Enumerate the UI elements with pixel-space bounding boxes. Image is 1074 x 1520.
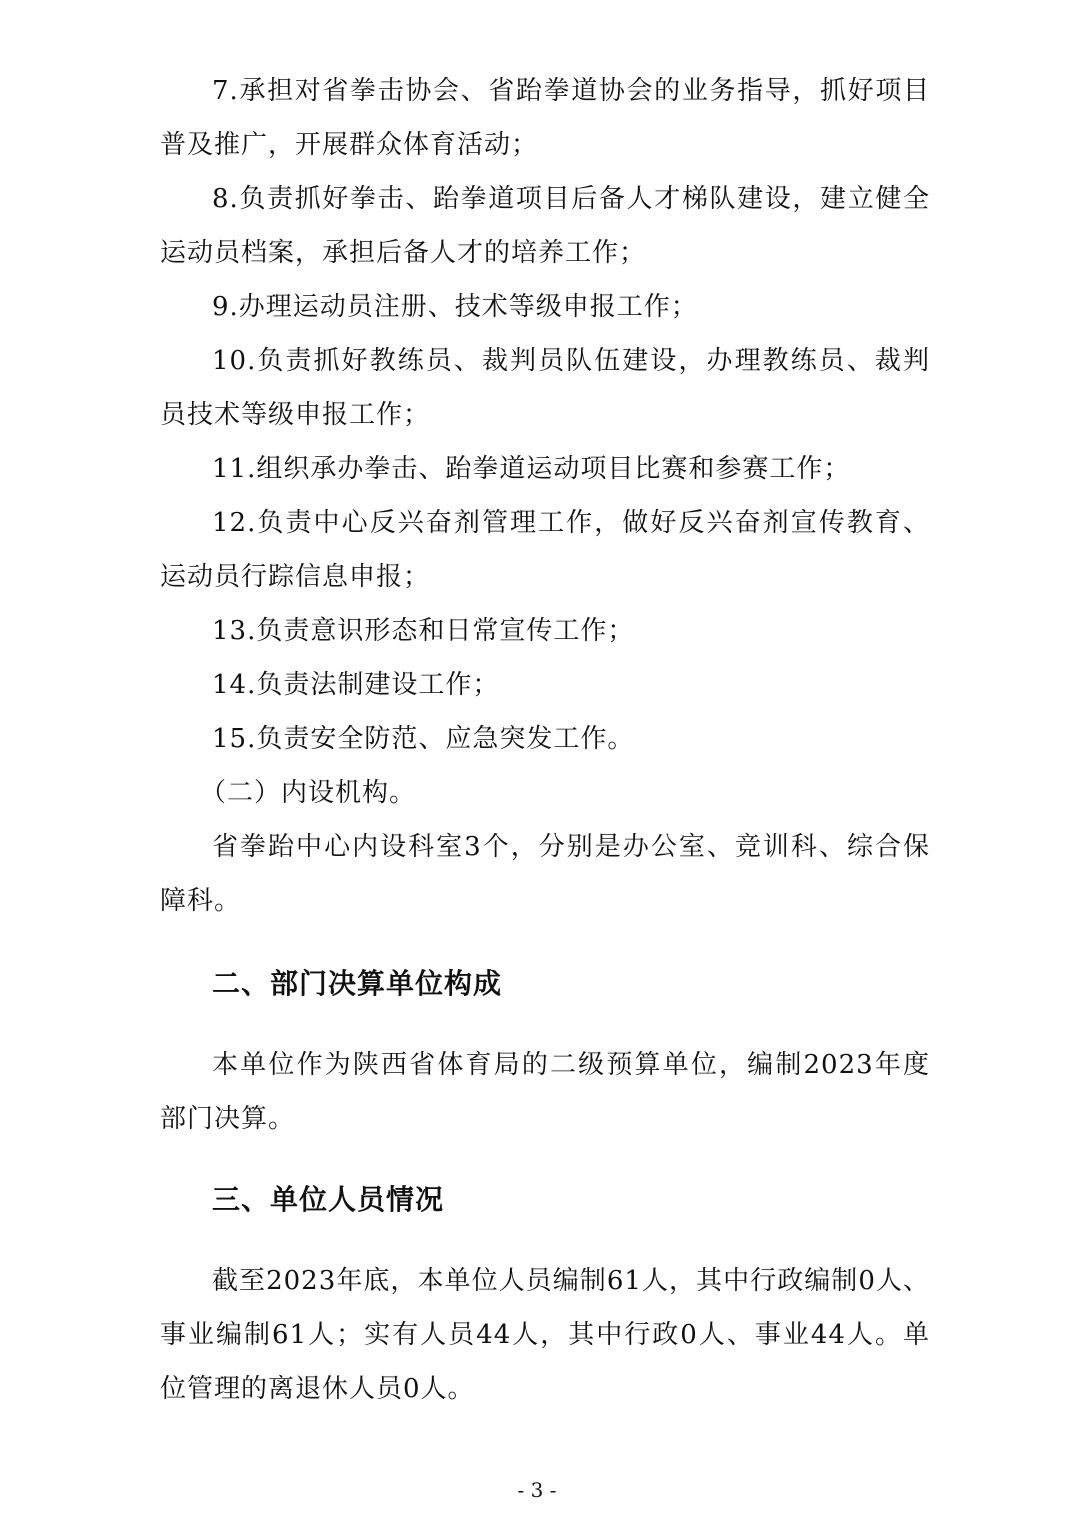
duty-item-14: 14.负责法制建设工作； — [212, 670, 500, 700]
duty-item-12: 12.负责中心反兴奋剂管理工作，做好反兴奋剂宣传教育、运动员行踪信息申报； — [160, 508, 930, 592]
duty-item-15: 15.负责安全防范、应急突发工作。 — [212, 724, 635, 754]
section-3-text: 截至2023年底，本单位人员编制61人，其中行政编制0人、事业编制61人；实有人员44人，其中行政0人、事业44人。单位管理的离退休人员0人。 — [160, 1266, 930, 1404]
duty-item-8: 8.负责抓好拳击、跆拳道项目后备人才梯队建设，建立健全运动员档案，承担后备人才的培养工作； — [160, 184, 930, 268]
section-2-text: 本单位作为陕西省体育局的二级预算单位，编制2023年度部门决算。 — [160, 1050, 930, 1134]
page-number: - 3 - — [517, 1478, 557, 1502]
duty-item-11: 11.组织承办拳击、跆拳道运动项目比赛和参赛工作； — [212, 454, 851, 484]
internal-org-subheading: （二）内设机构。 — [200, 778, 417, 808]
section-2-heading: 二、部门决算单位构成 — [212, 967, 503, 1000]
section-3-heading: 三、单位人员情况 — [212, 1183, 445, 1216]
duty-item-13: 13.负责意识形态和日常宣传工作； — [212, 616, 635, 646]
internal-org-text: 省拳跆中心内设科室3个，分别是办公室、竞训科、综合保障科。 — [160, 832, 930, 916]
duty-item-9: 9.办理运动员注册、技术等级申报工作； — [212, 292, 698, 322]
duty-item-10: 10.负责抓好教练员、裁判员队伍建设，办理教练员、裁判员技术等级申报工作； — [160, 346, 930, 430]
duty-item-7: 7.承担对省拳击协会、省跆拳道协会的业务指导，抓好项目普及推广，开展群众体育活动； — [160, 76, 930, 160]
